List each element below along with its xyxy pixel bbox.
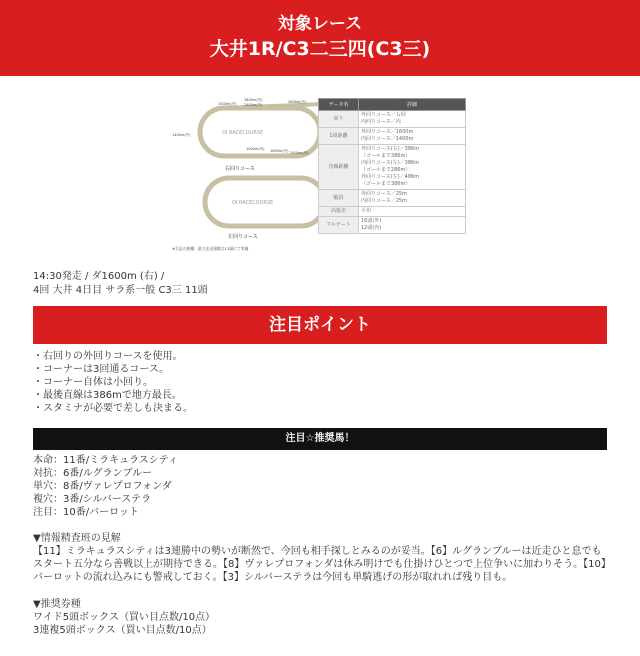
list-item: ワイド5頭ボックス（買い目点数/10点）: [33, 612, 216, 623]
race-info-line1: 14:30発走 / ダ1600m (右) /: [33, 271, 165, 282]
table-row: [319, 145, 466, 190]
list-item: 注目：10番/バーロット: [33, 507, 139, 518]
table-header-value: 詳細: [359, 99, 466, 111]
table-cell-key: 幅員: [319, 190, 359, 207]
points-list: [33, 350, 193, 415]
right-course-label: 右回りコース: [225, 166, 255, 172]
table-cell-value: 平坦: [359, 207, 466, 217]
table-header-row: [319, 99, 466, 111]
list-item: 本命：11番/ミラキュラスシティ: [33, 455, 178, 466]
table-row: [319, 207, 466, 217]
mark-3: 1800m(外): [244, 98, 263, 102]
table-row: [319, 111, 466, 128]
mark-1: 1500m(外): [218, 102, 237, 106]
mark-2: 2600m(外): [288, 100, 307, 104]
list-item: 対抗：6番/ルグランブルー: [33, 468, 153, 479]
analysis-section: [33, 532, 607, 584]
table-cell-value: 外回りコース(右)／386m （ゴールまで386m） 内回りコース(左)／386m （ゴールまで286m） 外回りコース(左)／486m （ゴールまで386m）: [359, 145, 466, 190]
betting-section: [33, 598, 215, 637]
left-watermark: OI RACECOURSE: [232, 200, 274, 206]
list-item: 3連複5頭ボックス（買い目点数/10点）: [33, 625, 212, 636]
list-item: ・最後直線は386mで地方最長。: [33, 390, 182, 401]
table-header-key: データ名: [319, 99, 359, 111]
betting-title: ▼推奨券種: [33, 599, 81, 610]
course-note: ※右記の距離、最大出走頭数は12頭にて実施: [172, 246, 249, 251]
race-info-line2: 4回 大井 4日目 サラ系一般 C3三 11頭: [33, 285, 208, 296]
table-cell-value: 外回りコース／右回 内回りコース／内: [359, 111, 466, 128]
table-row: [319, 128, 466, 145]
right-watermark: OI RACECOURSE: [222, 130, 264, 136]
table-cell-key: 1周距離: [319, 128, 359, 145]
course-detail-table: [318, 98, 466, 234]
header-title: 対象レース: [277, 14, 363, 34]
race-info: [33, 270, 208, 298]
mark-5: 1400m(外): [172, 133, 191, 137]
list-item: ・スタミナが必要で差しも決まる。: [33, 403, 193, 414]
table-cell-key: 高低差: [319, 207, 359, 217]
list-item: ・コーナーは3回通るコース。: [33, 364, 170, 375]
mark-8: 2000m(外): [290, 151, 309, 155]
list-item: ・コーナー自体は小回り。: [33, 377, 153, 388]
list-item: ・右回りの外回りコースを使用。: [33, 351, 183, 362]
table-row: [319, 217, 466, 234]
picks-list: [33, 454, 178, 519]
table-cell-value: 外回りコース／25m 内回りコース／25m: [359, 190, 466, 207]
left-course-label: 左回りコース: [228, 234, 258, 240]
table-cell-key: フルゲート: [319, 217, 359, 234]
list-item: 複穴：3番/シルバーステラ: [33, 494, 152, 505]
table-cell-key: 直線距離: [319, 145, 359, 190]
analysis-body: 【11】ミラキュラスシティは3連勝中の勢いが断然で、今回も相手探しとみるのが妥当。【6】ルグランブルーは近走ひと息でもスタート五分なら善戦以上が期待できる。【8】ヴァレプロフォンダは休み明けでも仕掛けひとつで上位争いに加わりそう。【10】バーロットの流れ込みにも警戒しておく。【3】シルバーステラは今回も単騎逃げの形が取れれば残り目も。: [33, 546, 606, 583]
header: [0, 0, 640, 76]
mark-7: 1600m(外): [270, 149, 289, 153]
table-cell-value: 16頭(外) 12頭(内): [359, 217, 466, 234]
attention-banner: 注目ポイント: [33, 306, 607, 344]
table-cell-value: 外回りコース／1600m 内回りコース／1400m: [359, 128, 466, 145]
analysis-title: ▼情報精査班の見解: [33, 533, 121, 544]
picks-title: 注目☆推奨馬！: [33, 428, 607, 450]
mark-6: 1000m(内): [246, 147, 265, 151]
table-body: [319, 111, 466, 234]
race-name: 大井1R/C3二三四(C3三): [209, 38, 431, 60]
list-item: 単穴：8番/ヴァレプロフォンダ: [33, 481, 172, 492]
table-cell-key: 回り: [319, 111, 359, 128]
table-row: [319, 190, 466, 207]
mark-4: 2400m(外): [244, 103, 263, 107]
